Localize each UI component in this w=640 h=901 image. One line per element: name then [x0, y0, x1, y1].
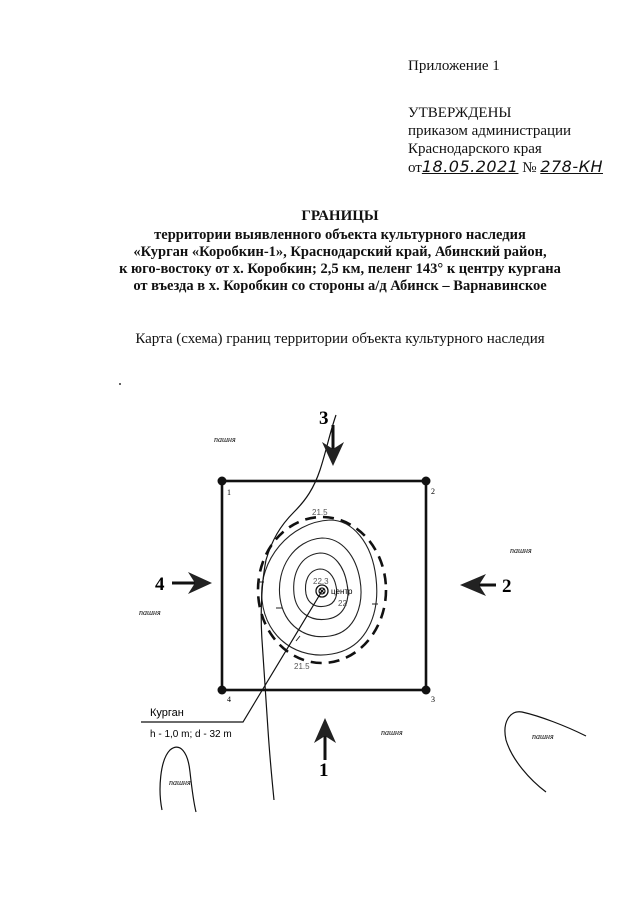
- corner-label-2: 2: [431, 487, 435, 496]
- approved-by-order: приказом администрации: [408, 123, 572, 139]
- date-prefix: от: [408, 160, 422, 176]
- approved-region: Краснодарского края: [408, 141, 542, 157]
- elevation-label: 21.5: [312, 508, 328, 517]
- appendix-label: Приложение 1: [408, 58, 500, 74]
- approved-heading: УТВЕРЖДЕНЫ: [408, 105, 512, 121]
- document-title: ГРАНИЦЫ: [301, 208, 379, 224]
- direction-label-4: 4: [155, 574, 165, 595]
- corner-label-3: 3: [431, 695, 435, 704]
- center-label: центр: [331, 587, 353, 596]
- corner-point-4: [218, 686, 227, 695]
- direction-arrow-4: [172, 572, 212, 594]
- mound-label: Курган: [150, 707, 184, 719]
- field-label: пашня: [214, 435, 236, 444]
- elevation-label: 21.5: [294, 662, 310, 671]
- field-label: пашня: [532, 732, 554, 741]
- field-label: пашня: [169, 778, 191, 787]
- corner-label-4: 4: [227, 695, 231, 704]
- field-label: пашня: [381, 728, 403, 737]
- direction-arrow-2: [460, 574, 496, 596]
- elevation-label: 22: [338, 599, 347, 608]
- order-number: 278-КН: [540, 157, 603, 176]
- direction-arrow-3: [322, 425, 344, 466]
- title-line-3: к юго-востоку от х. Коробкин; 2,5 км, пеленг 143° к центру кургана: [119, 261, 561, 277]
- elevation-label: 22.3: [313, 577, 329, 586]
- direction-arrow-1: [314, 718, 336, 760]
- corner-point-1: [218, 477, 227, 486]
- direction-label-3: 3: [319, 408, 329, 429]
- field-label: пашня: [510, 546, 532, 555]
- direction-label-2: 2: [502, 576, 512, 597]
- title-line-4: от въезда в х. Коробкин со стороны а/д Абинск – Варнавинское: [133, 278, 547, 294]
- corner-point-3: [422, 686, 431, 695]
- contour-tick: [296, 636, 300, 641]
- direction-label-1: 1: [319, 760, 329, 781]
- mound-boundary: [258, 517, 386, 663]
- field-label: пашня: [139, 608, 161, 617]
- title-line-2: «Курган «Коробкин-1», Краснодарский край, Абинский район,: [133, 244, 547, 260]
- mound-dimensions: h - 1,0 m; d - 32 m: [150, 729, 232, 740]
- map-subtitle: Карта (схема) границ территории объекта культурного наследия: [135, 331, 545, 347]
- field-boundary-curve: [505, 712, 586, 792]
- title-line-1: территории выявленного объекта культурного наследия: [154, 227, 526, 243]
- corner-point-2: [422, 477, 431, 486]
- order-date: 18.05.2021: [421, 157, 519, 176]
- corner-label-1: 1: [227, 488, 231, 497]
- scan-dot: [119, 383, 121, 385]
- number-prefix: №: [522, 160, 537, 176]
